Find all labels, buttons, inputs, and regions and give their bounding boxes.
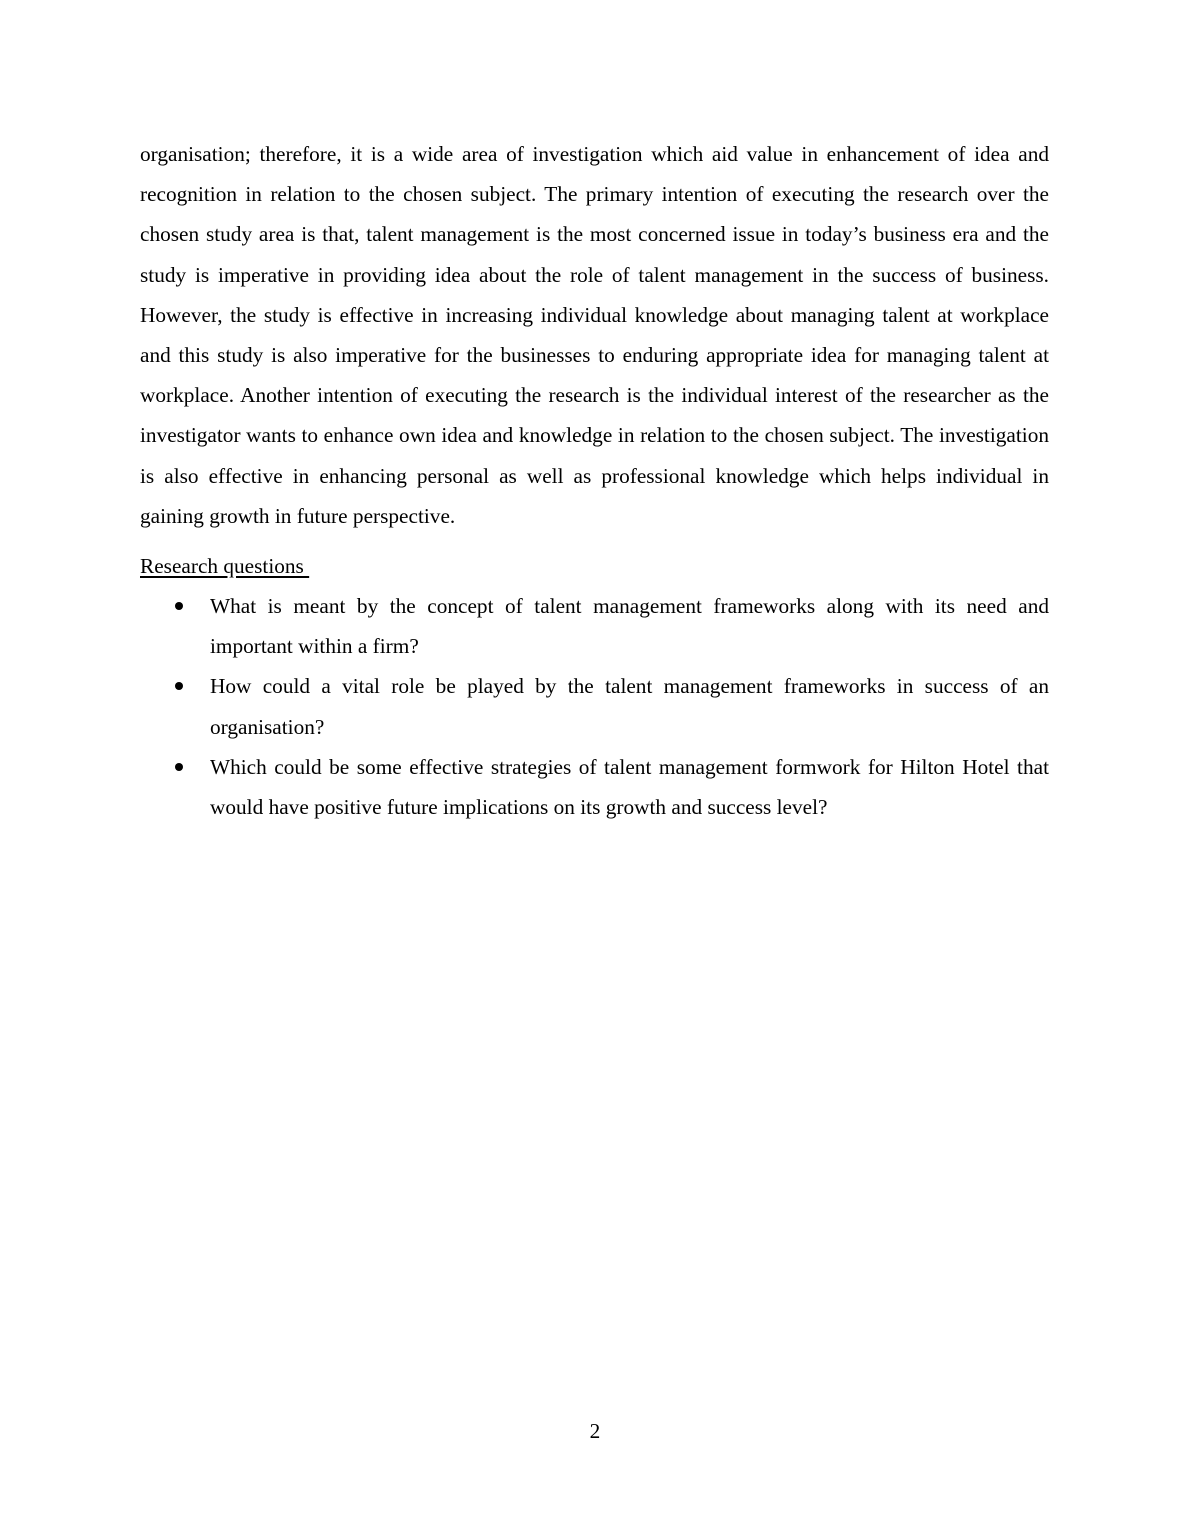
question-text: What is meant by the concept of talent management frameworks along with its need and important within a firm? — [210, 594, 1049, 659]
list-item — [140, 747, 1049, 827]
body-paragraph: organisation; therefore, it is a wide area of investigation which aid value in enhancement of idea and recognition in relation to the chosen subject. The primary intention of executing the research over the chosen study area is that, talent management is the most concerned issue in today’s business era and the study is imperative in providing idea about the role of talent management in the success of business. However, the study is effective in increasing individual knowledge about managing talent at workplace and this study is also imperative for the businesses to enduring appropriate idea for managing talent at workplace. Another intention of executing the research is the individual interest of the researcher as the investigator wants to enhance own idea and knowledge in relation to the chosen subject. The investigation is also effective in enhancing personal as well as professional knowledge which helps individual in gaining growth in future perspective. — [140, 142, 1049, 528]
question-text: How could a vital role be played by the talent management frameworks in success of an organisation? — [210, 674, 1049, 739]
question-text: Which could be some effective strategies of talent management formwork for Hilton Hotel that would have positive future implications on its growth and success level? — [210, 754, 1049, 820]
bullet-icon — [175, 763, 183, 771]
bullet-icon — [175, 602, 183, 610]
page-number: 2 — [589, 1419, 601, 1443]
list-item — [140, 586, 1049, 666]
section-heading — [140, 546, 1049, 586]
section-heading-text: Research questions — [140, 554, 310, 579]
bullet-icon — [175, 682, 183, 690]
research-questions-list — [140, 586, 1049, 827]
page-content — [140, 134, 1049, 827]
list-item — [140, 666, 1049, 746]
